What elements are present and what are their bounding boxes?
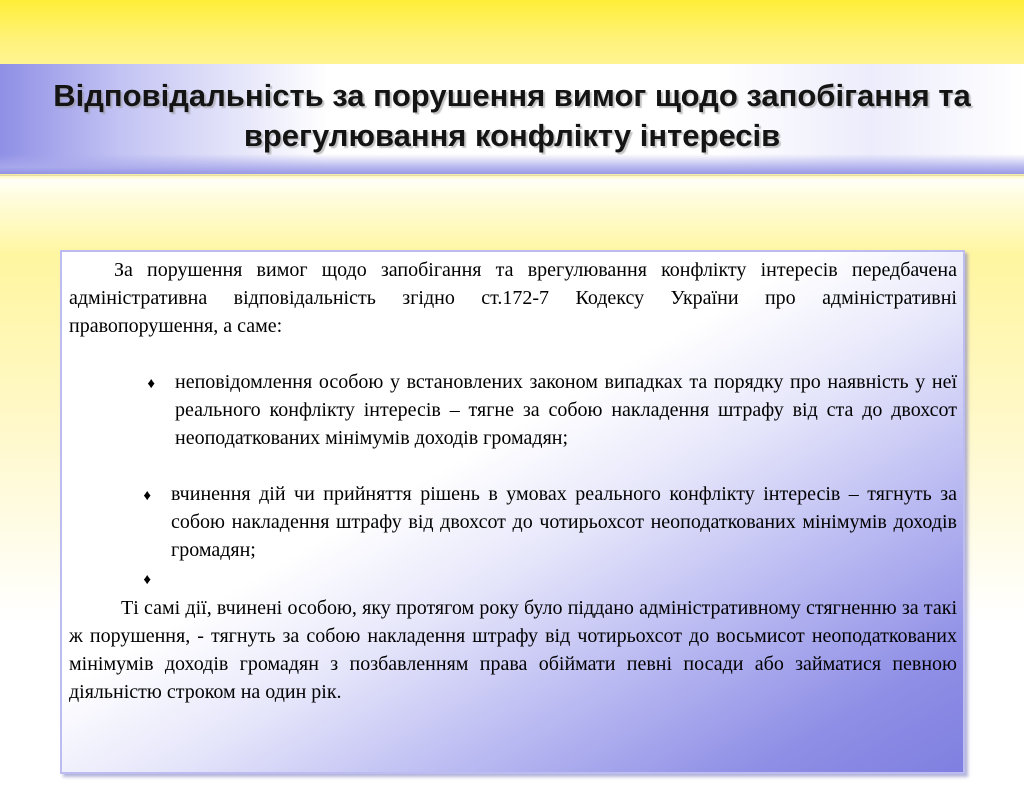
outro-paragraph: Ті самі дії, вчинені особою, яку протягом року було піддано адміністративному стягненню за такі ж порушення, - тягнуть за собою накладення штрафу від чотирьохсот до восьмисот неоподаткованих мінімумів доходів громадян з позбавленням права обіймати певні посади або займатися певною діяльністю строком на один рік. (69, 597, 957, 703)
bullet-marker (69, 564, 171, 594)
diamond-bullet-icon: ♦ (147, 376, 155, 392)
bullet-item-1 (69, 368, 957, 452)
bullet-marker (69, 368, 175, 398)
diamond-bullet-icon: ♦ (143, 488, 151, 504)
bullet-item-3 (69, 564, 957, 594)
spacer (69, 340, 957, 368)
intro-paragraph: За порушення вимог щодо запобігання та врегулювання конфлікту інтересів передбачена адміністративна відповідальність згідно ст.172-7 Кодексу України про адміністративні правопорушення, а саме: (69, 259, 957, 337)
bullet-item-2 (69, 480, 957, 564)
title-band-shadow (0, 154, 1024, 176)
bullet-text: вчинення дій чи прийняття рішень в умовах реального конфлікту інтересів – тягнуть за собою накладення штрафу від двохсот до чотирьохсот неоподаткованих мінімумів доходів громадян; (171, 483, 957, 561)
slide-title: Відповідальність за порушення вимог щодо запобігання та врегулювання конфлікту інтересів (53, 78, 971, 153)
content-text (69, 256, 957, 706)
spacer (69, 452, 957, 480)
bullet-marker (69, 480, 171, 510)
diamond-bullet-icon: ♦ (143, 572, 151, 588)
bullet-text: неповідомлення особою у встановлених законом випадках та порядку про наявність у неї реального конфлікту інтересів – тягне за собою накладення штрафу від ста до двохсот неоподаткованих мінімумів доходів громадян; (175, 371, 957, 449)
title-band-divider (0, 174, 1024, 180)
